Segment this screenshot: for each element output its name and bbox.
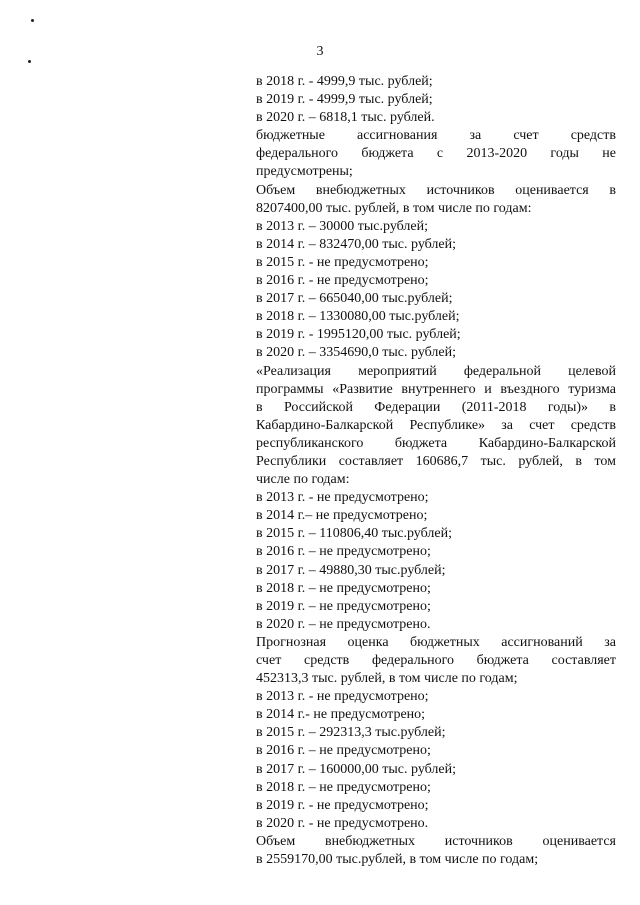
- text-line: в 2015 г. - не предусмотрено;: [256, 254, 429, 270]
- text-line: в 2016 г. - не предусмотрено;: [256, 273, 429, 289]
- text-line: бюджетные ассигнования за счет средств: [256, 128, 616, 144]
- text-line: в 2020 г. - не предусмотрено.: [256, 815, 429, 831]
- text-line: в 2017 г. – 665040,00 тыс.рублей;: [256, 291, 453, 307]
- text-line: Объем внебюджетных источников оценивается в: [256, 182, 616, 198]
- text-line: в 2018 г. – не предусмотрено;: [256, 580, 431, 596]
- text-line: в 2015 г. – 110806,40 тыс.рублей;: [256, 526, 452, 542]
- text-line: в 2013 г. – 30000 тыс.рублей;: [256, 218, 428, 234]
- text-line: 452313,3 тыс. рублей, в том числе по годам;: [256, 671, 518, 687]
- text-line: в 2020 г. – 3354690,0 тыс. рублей;: [256, 345, 456, 361]
- text-line: в 2020 г. – 6818,1 тыс. рублей.: [256, 110, 435, 126]
- text-line: федерального бюджета с 2013-2020 годы не: [256, 146, 616, 162]
- document-body: [256, 73, 616, 869]
- text-line: в 2020 г. – не предусмотрено.: [256, 616, 431, 632]
- text-line: Кабардино-Балкарской Республике» за счет средств: [256, 417, 616, 433]
- text-line: в 2019 г. – не предусмотрено;: [256, 598, 431, 614]
- text-line: 8207400,00 тыс. рублей, в том числе по годам:: [256, 200, 532, 216]
- text-line: программы «Развитие внутреннего и въездного туризма: [256, 381, 616, 397]
- text-line: счет средств федерального бюджета составляет: [256, 653, 616, 668]
- text-line: Республики составляет 160686,7 тыс. рублей, в том: [256, 453, 616, 469]
- text-line: в 2018 г. – не предусмотрено;: [256, 779, 431, 795]
- text-line: в 2014 г.– не предусмотрено;: [256, 508, 428, 524]
- text-line: предусмотрены;: [256, 164, 353, 180]
- page-number: 3: [316, 44, 324, 59]
- text-line: в 2014 г.- не предусмотрено;: [256, 707, 426, 723]
- text-line: в 2017 г. – 49880,30 тыс.рублей;: [256, 562, 446, 578]
- text-line: числе по годам:: [256, 472, 350, 488]
- text-line: в 2013 г. - не предусмотрено;: [256, 689, 429, 705]
- text-line: в 2018 г. – 1330080,00 тыс.рублей;: [256, 309, 460, 325]
- text-line: в 2018 г. - 4999,9 тыс. рублей;: [256, 74, 433, 89]
- text-line: в 2019 г. - 1995120,00 тыс. рублей;: [256, 327, 461, 343]
- scan-speck-2: [28, 60, 31, 63]
- text-line: в 2017 г. – 160000,00 тыс. рублей;: [256, 761, 456, 777]
- text-line: республиканского бюджета Кабардино-Балкарской: [256, 435, 616, 451]
- text-line: в 2019 г. - 4999,9 тыс. рублей;: [256, 92, 433, 108]
- text-line: в 2013 г. - не предусмотрено;: [256, 490, 429, 506]
- text-line: в 2019 г. - не предусмотрено;: [256, 797, 429, 813]
- scan-speck-1: [31, 19, 34, 22]
- text-line: в 2016 г. – не предусмотрено;: [256, 544, 431, 560]
- text-line: в 2016 г. – не предусмотрено;: [256, 743, 431, 759]
- text-line: Прогнозная оценка бюджетных ассигнований за: [256, 634, 616, 650]
- text-line: в 2015 г. – 292313,3 тыс.рублей;: [256, 725, 446, 741]
- text-line: в Российской Федерации (2011-2018 годы)» в: [256, 399, 616, 415]
- text-line: «Реализация мероприятий федеральной целевой: [256, 363, 616, 379]
- text-line: Объем внебюджетных источников оценивается: [256, 833, 616, 849]
- text-line: в 2014 г. – 832470,00 тыс. рублей;: [256, 236, 456, 252]
- text-line: в 2559170,00 тыс.рублей, в том числе по годам;: [256, 852, 539, 868]
